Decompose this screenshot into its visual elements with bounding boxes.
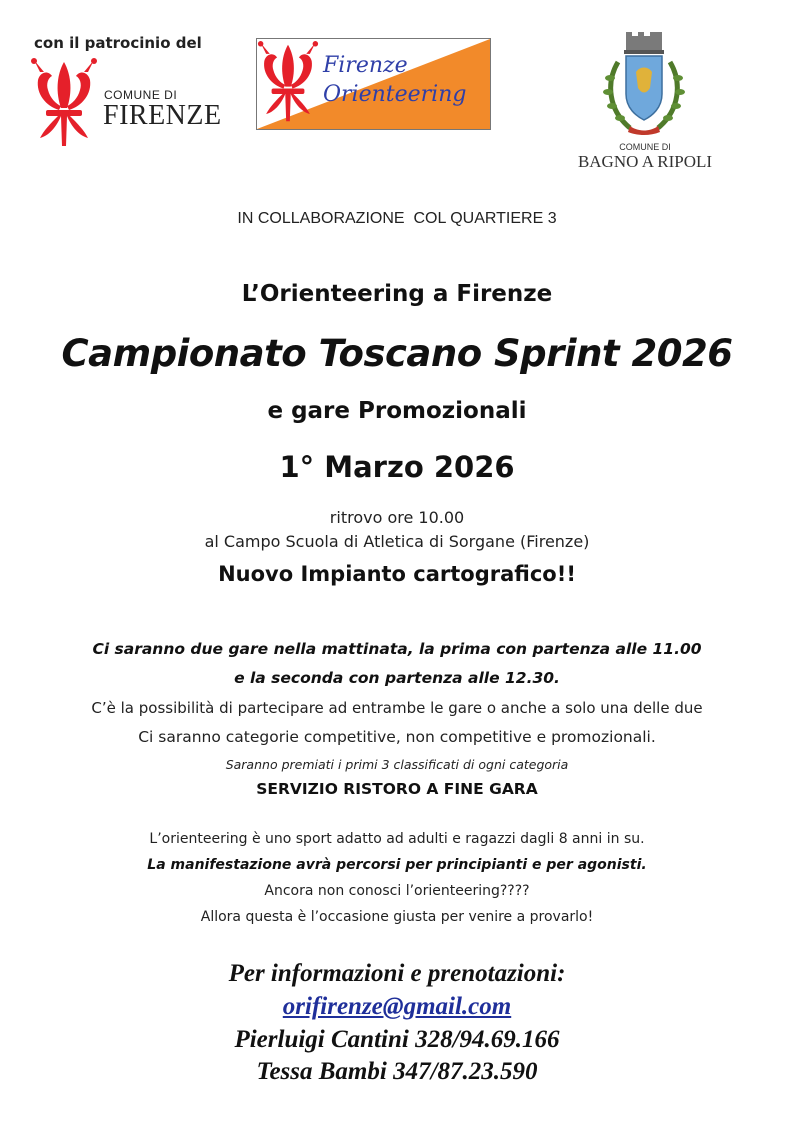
premiazione-text: Saranno premiati i primi 3 classificati di ogni categoria [225, 757, 569, 772]
event-highlight: Nuovo Impianto cartografico!! [218, 562, 576, 586]
contact-person-1: Pierluigi Cantini 328/94.69.166 [234, 1026, 560, 1053]
event-location: al Campo Scuola di Atletica di Sorgane (Firenze) [204, 532, 590, 551]
categorie-text: Ci saranno categorie competitive, non competitive e promozionali. [138, 728, 656, 746]
occasione-text: Allora questa è l’occasione giusta per venire a provarlo! [200, 909, 594, 925]
comune-firenze-label: COMUNE DI [104, 88, 178, 102]
bagno-a-ripoli-label: COMUNE DI [619, 142, 671, 152]
ritrovo-time: ritrovo ore 10.00 [329, 508, 465, 527]
firenze-orienteering-line1: Firenze [323, 53, 408, 78]
partecipazione-text: C’è la possibilità di partecipare ad entrambe le gare o anche a solo una delle due [91, 699, 703, 717]
bagno-a-ripoli-crest-icon [596, 32, 692, 138]
collaborazione-text: IN COLLABORAZIONE COL QUARTIERE 3 [237, 210, 557, 227]
event-subtitle-2: e gare Promozionali [267, 398, 527, 424]
florentine-lily-icon [30, 58, 98, 150]
firenze-orienteering-line2: Orienteering [323, 82, 467, 107]
florentine-lily-icon [257, 41, 319, 125]
patrocinio-text: con il patrocinio del [34, 34, 202, 52]
contacts-title: Per informazioni e prenotazioni: [228, 960, 566, 987]
sport-description: L’orienteering è uno sport adatto ad adulti e ragazzi dagli 8 anni in su. [149, 831, 645, 847]
contact-email-link[interactable]: orifirenze@gmail.com [282, 993, 512, 1020]
firenze-orienteering-logo [256, 38, 491, 130]
contact-person-2: Tessa Bambi 347/87.23.590 [256, 1058, 538, 1085]
conosci-question: Ancora non conosci l’orienteering???? [264, 883, 530, 899]
event-date: 1° Marzo 2026 [279, 450, 515, 484]
bagno-a-ripoli-name: BAGNO A RIPOLI [577, 152, 713, 171]
gare-line-1: Ci saranno due gare nella mattinata, la prima con partenza alle 11.00 [92, 640, 702, 658]
comune-firenze-name: FIRENZE [103, 100, 222, 131]
event-subtitle: L’Orienteering a Firenze [241, 281, 553, 307]
ristoro-text: SERVIZIO RISTORO A FINE GARA [256, 780, 538, 798]
percorsi-text: La manifestazione avrà percorsi per principianti e per agonisti. [147, 857, 647, 873]
gare-line-2: e la seconda con partenza alle 12.30. [234, 669, 560, 687]
event-title: Campionato Toscano Sprint 2026 [61, 332, 733, 375]
